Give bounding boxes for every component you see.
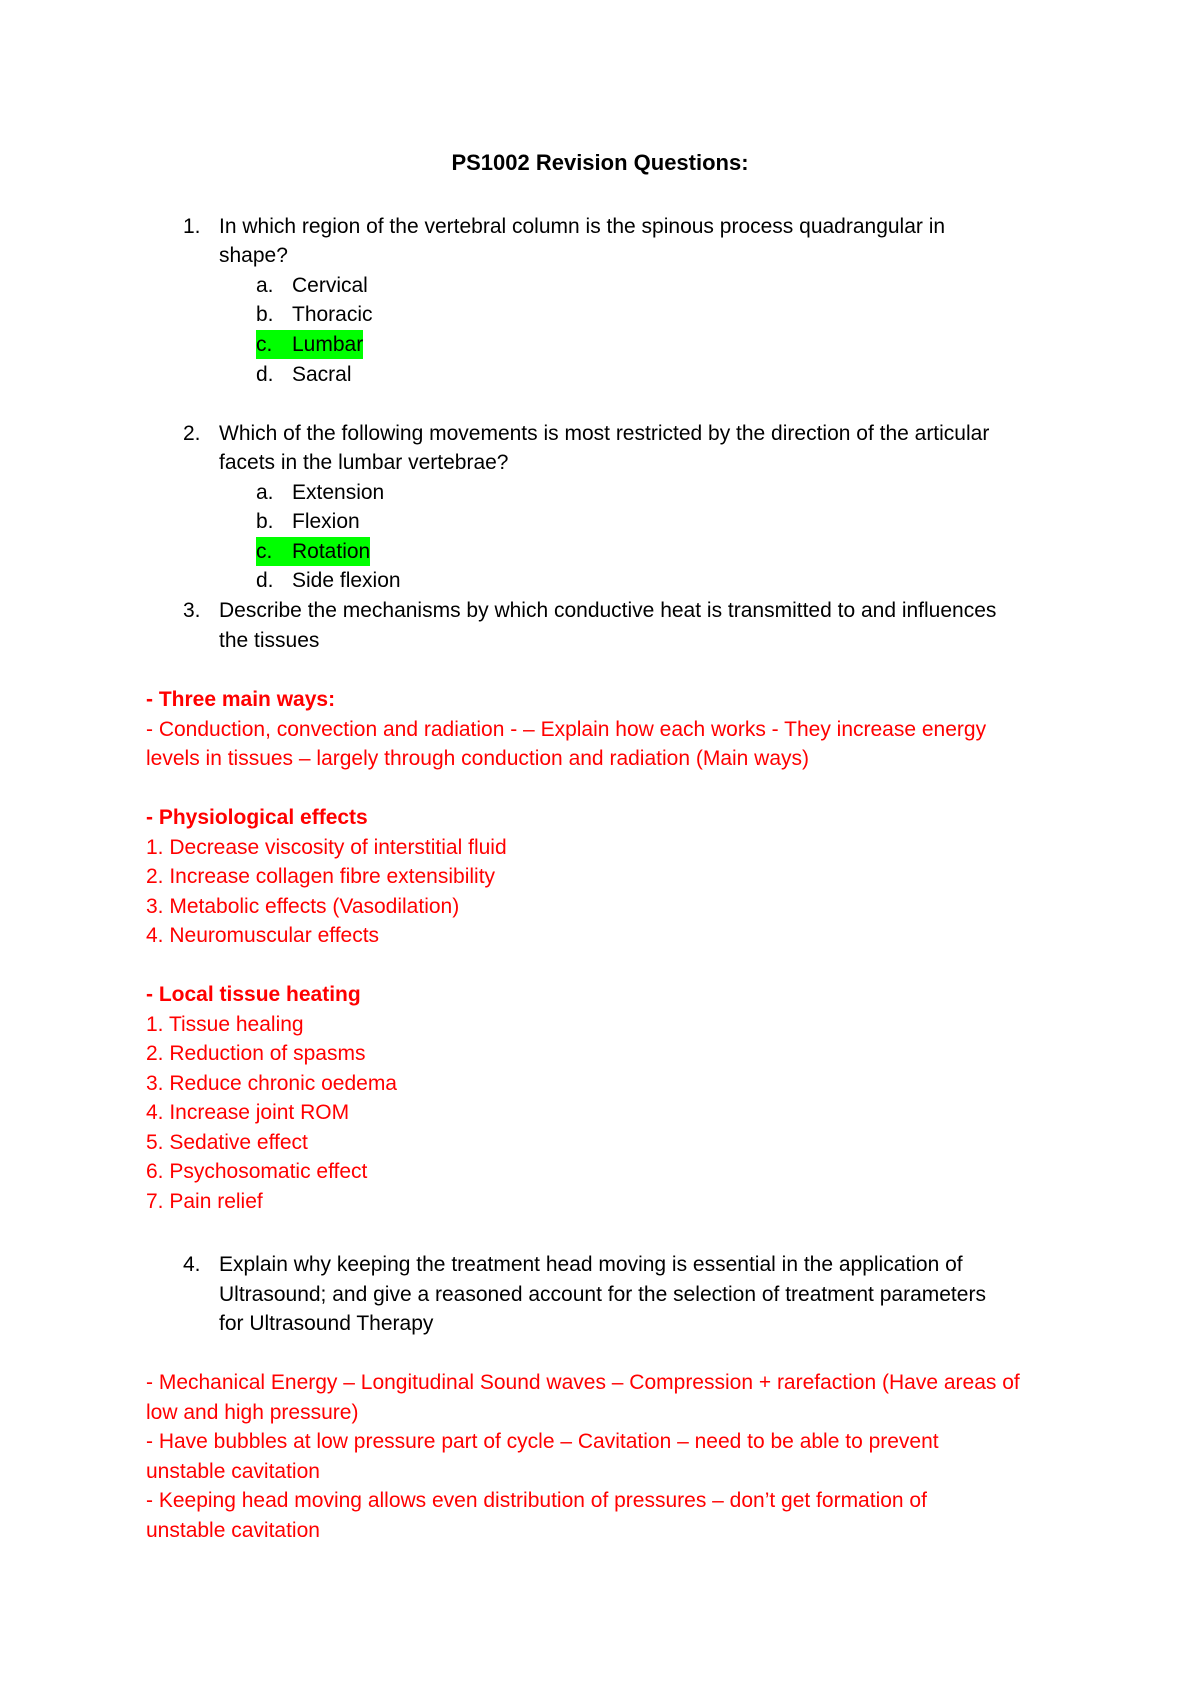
list-item: 6. Psychosomatic effect [146,1160,368,1183]
option-text: Thoracic [292,303,373,326]
option-letter: d. [256,569,274,592]
answer-line: unstable cavitation [146,1459,320,1483]
option-text: Rotation [292,537,370,566]
answer-line: - Conduction, convection and radiation - – Explain how each works - They increase energy [146,717,987,741]
option-text: Side flexion [292,569,401,592]
list-item: 4. Increase joint ROM [146,1101,350,1124]
question-text-line: facets in the lumbar vertebrae? [219,451,509,474]
option-a [256,271,368,300]
list-item: 3. Metabolic effects (Vasodilation) [146,894,460,918]
option-c-correct-answer [256,330,363,359]
answer-line: unstable cavitation [146,1518,320,1542]
list-item: 4. Neuromuscular effects [146,924,380,947]
answer-line: low and high pressure) [146,1400,359,1424]
option-letter: d. [256,363,274,386]
list-item: 7. Pain relief [146,1189,263,1213]
answer-heading: - Physiological effects [146,806,368,829]
option-letter: c. [256,537,292,566]
list-item: 1. Tissue healing [146,1012,304,1036]
list-item: 2. Reduction of spasms [146,1042,366,1065]
question-text-line: shape? [219,244,288,267]
option-letter: a. [256,274,274,297]
option-letter: b. [256,510,274,533]
option-d [256,566,401,595]
answer-line: levels in tissues – largely through conduction and radiation (Main ways) [146,747,810,770]
question-text-line: In which region of the vertebral column is the spinous process quadrangular in [219,215,946,238]
option-text: Extension [292,481,385,504]
option-text: Lumbar [292,330,363,359]
blank-line [146,774,1066,804]
option-c-correct-answer [256,537,370,566]
option-text: Cervical [292,274,368,297]
option-a [256,478,384,507]
answer-line: - Mechanical Energy – Longitudinal Sound waves – Compression + rarefaction (Have areas of [146,1371,1020,1394]
question-text-line: Ultrasound; and give a reasoned account for the selection of treatment parameters [219,1283,986,1306]
list-item: 2. Increase collagen fibre extensibility [146,865,496,888]
question-text-line: Which of the following movements is most restricted by the direction of the articular [219,422,990,445]
option-b [256,300,373,329]
question-number: 4. [183,1253,201,1276]
question-text-line: Explain why keeping the treatment head moving is essential in the application of [219,1253,963,1276]
answer-4 [146,1368,1066,1545]
question-text-line: for Ultrasound Therapy [219,1312,434,1335]
option-letter: a. [256,481,274,504]
question-text-line: Describe the mechanisms by which conductive heat is transmitted to and influences [219,599,997,622]
option-text: Sacral [292,363,352,386]
question-text-line: the tissues [219,629,320,652]
question-number: 1. [183,215,201,238]
answer-line: - Keeping head moving allows even distribution of pressures – don’t get formation of [146,1489,927,1512]
list-item: 3. Reduce chronic oedema [146,1071,397,1095]
blank-line [146,951,1066,981]
answer-line: - Have bubbles at low pressure part of cycle – Cavitation – need to be able to prevent [146,1430,939,1453]
answer-3 [146,685,1066,1216]
answer-heading: - Three main ways: [146,688,336,711]
list-item: 1. Decrease viscosity of interstitial fluid [146,835,507,859]
option-text: Flexion [292,510,360,533]
option-letter: b. [256,303,274,326]
page-title: PS1002 Revision Questions: [451,150,749,175]
question-number: 3. [183,599,201,622]
answer-heading: - Local tissue heating [146,983,361,1006]
option-d [256,360,352,389]
option-letter: c. [256,330,292,359]
list-item: 5. Sedative effect [146,1130,308,1154]
question-number: 2. [183,422,201,445]
option-b [256,507,360,536]
